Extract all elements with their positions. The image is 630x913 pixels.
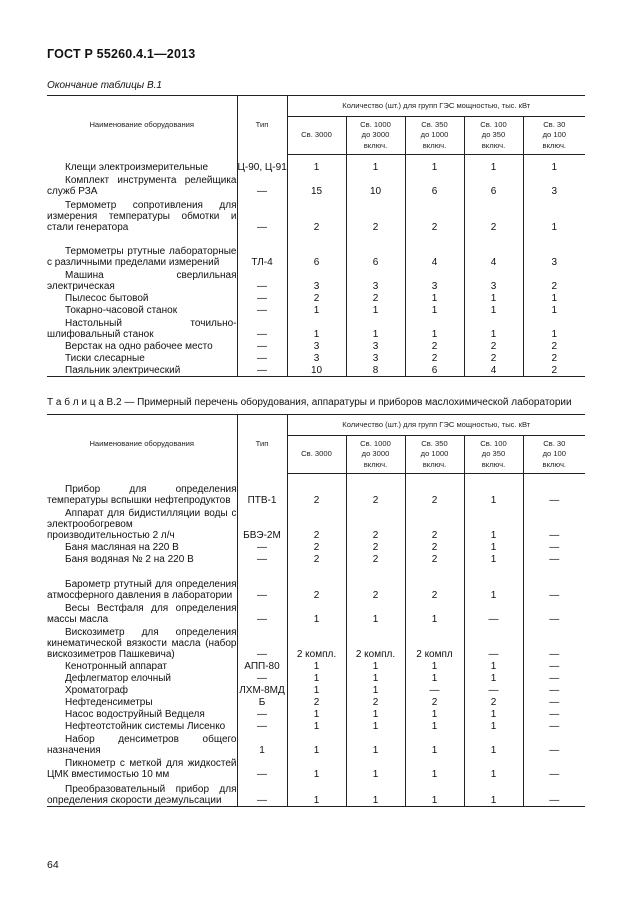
quantity-cell: 1 [287, 780, 346, 806]
equipment-type: Б [237, 696, 287, 708]
equipment-name-text: Баня масляная на 220 В [65, 542, 179, 553]
table-row [47, 352, 585, 364]
quantity-cell: 1 [346, 161, 405, 173]
equipment-type: — [237, 352, 287, 364]
quantity-cell: — [549, 530, 560, 541]
equipment-name [47, 173, 237, 197]
equipment-type: 1 [237, 732, 287, 756]
quantity-cell: 2 [405, 480, 464, 506]
quantity-cell: 2 компл. [287, 625, 346, 660]
equipment-name-text: Пылесос бытовой [65, 293, 149, 304]
equipment-type: — [237, 780, 287, 806]
quantity-cell: 1 [287, 756, 346, 780]
equipment-type: — [237, 553, 287, 565]
table-row [47, 292, 585, 304]
table-row [47, 720, 585, 732]
quantity-cell: 8 [346, 364, 405, 376]
equipment-type: — [237, 625, 287, 660]
quantity-cell: 1 [551, 329, 558, 340]
table-row [47, 780, 585, 806]
equipment-table-b2 [47, 414, 585, 807]
quantity-cell: 1 [287, 720, 346, 732]
quantity-cell: 4 [464, 364, 523, 376]
quantity-cell: 2 [464, 340, 523, 352]
table-row [47, 696, 585, 708]
quantity-cell: 6 [405, 173, 464, 197]
quantity-cell: 1 [464, 565, 523, 601]
equipment-type: — [237, 541, 287, 553]
table-row [47, 553, 585, 565]
quantity-cell: 3 [287, 268, 346, 292]
table-row [47, 601, 585, 625]
header-capacity-line: Св. 3000 [301, 449, 332, 459]
quantity-cell: 6 [346, 233, 405, 268]
quantity-cell: 2 [287, 553, 346, 565]
document-title: ГОСТ Р 55260.4.1—2013 [47, 47, 196, 61]
quantity-cell: 1 [346, 720, 405, 732]
table-row [47, 340, 585, 352]
quantity-cell: 2 [287, 480, 346, 506]
table-row [47, 541, 585, 553]
quantity-cell: 2 [551, 281, 558, 292]
equipment-type: — [237, 672, 287, 684]
quantity-cell: 2 [287, 506, 346, 541]
equipment-type: — [237, 708, 287, 720]
quantity-cell: 1 [287, 316, 346, 340]
quantity-cell: 1 [551, 162, 558, 173]
equipment-name [47, 364, 237, 376]
quantity-cell: 2 [405, 352, 464, 364]
equipment-name [47, 316, 237, 340]
quantity-cell: 2 [346, 480, 405, 506]
quantity-cell: 1 [287, 708, 346, 720]
equipment-name-text: Весы Вестфаля для определения массы масла [47, 603, 237, 625]
table-row [47, 565, 585, 601]
equipment-name [47, 161, 237, 173]
table-row [47, 480, 585, 506]
equipment-name-text: Машина сверлильная электрическая [47, 270, 237, 292]
equipment-name [47, 756, 237, 780]
quantity-cell: 1 [287, 732, 346, 756]
quantity-cell: 2 [464, 696, 523, 708]
equipment-name-text: Барометр ртутный для определения атмосферного давления в лаборатории [47, 579, 237, 601]
equipment-name [47, 352, 237, 364]
equipment-name-text: Вискозиметр для определения кинематической вязкости масла (набор вискозиметров Пашкевича) [47, 627, 237, 660]
header-quantity-group: Количество (шт.) для групп ГЭС мощностью, тыс. кВт [287, 96, 585, 117]
quantity-cell: 2 компл [405, 625, 464, 660]
table-row [47, 506, 585, 541]
quantity-cell: 1 [287, 672, 346, 684]
quantity-cell: — [464, 601, 523, 625]
equipment-name [47, 292, 237, 304]
quantity-cell: 1 [464, 672, 523, 684]
equipment-name [47, 720, 237, 732]
equipment-type: — [237, 601, 287, 625]
equipment-name [47, 672, 237, 684]
quantity-cell: 1 [346, 660, 405, 672]
header-capacity-col-2 [346, 117, 405, 155]
equipment-name-text: Паяльник электрический [65, 364, 181, 376]
equipment-name-text: Хроматограф [65, 685, 129, 696]
quantity-cell: 1 [346, 732, 405, 756]
header-capacity-line: Св. 100 [480, 438, 507, 448]
equipment-type: БВЭ-2М [237, 506, 287, 541]
quantity-cell: 1 [405, 708, 464, 720]
quantity-cell: 3 [346, 268, 405, 292]
quantity-cell: — [464, 625, 523, 660]
quantity-cell: 2 [405, 541, 464, 553]
quantity-cell: 15 [287, 173, 346, 197]
header-quantity-group: Количество (шт.) для групп ГЭС мощностью, тыс. кВт [287, 415, 585, 436]
equipment-name-text: Настольный точильно-шлифовальный станок [47, 318, 237, 340]
equipment-name [47, 565, 237, 601]
equipment-name-text: Нефтеденсиметры [65, 697, 153, 708]
equipment-type: — [237, 304, 287, 316]
quantity-cell: — [549, 769, 560, 780]
equipment-type: ЛХМ-8МД [237, 684, 287, 696]
table-b2-caption: Т а б л и ц а В.2 — Примерный перечень оборудования, аппаратуры и приборов маслохимической лаборатории [47, 397, 572, 408]
header-type: Тип [237, 96, 287, 155]
equipment-type: Ц-90, Ц-91 [237, 162, 287, 173]
quantity-cell: 2 [287, 565, 346, 601]
quantity-cell: 2 [346, 565, 405, 601]
quantity-cell: 2 [346, 541, 405, 553]
header-capacity-col-5 [523, 117, 585, 155]
quantity-cell: 10 [287, 364, 346, 376]
equipment-name [47, 553, 237, 565]
quantity-cell: 2 [287, 197, 346, 233]
quantity-cell: 1 [346, 672, 405, 684]
table-b1-caption: Окончание таблицы В.1 [47, 80, 162, 91]
quantity-cell: 1 [405, 720, 464, 732]
quantity-cell: 6 [287, 233, 346, 268]
equipment-name-text: Баня водяная № 2 на 220 В [65, 554, 194, 565]
header-capacity-line: Св. 1000 [360, 119, 391, 129]
header-row [47, 415, 585, 436]
equipment-name-text: Пикнометр с меткой для жидкостей ЦМК вместимостью 10 мм [47, 758, 237, 780]
header-capacity-line: Св. 30 [543, 119, 566, 129]
header-capacity-line: до 3000 [361, 449, 390, 459]
quantity-cell: 3 [464, 268, 523, 292]
equipment-type: — [237, 340, 287, 352]
header-capacity-col-4 [464, 436, 523, 474]
header-capacity-line: включ. [422, 140, 447, 150]
quantity-cell: 2 [551, 353, 558, 364]
quantity-cell: — [549, 495, 560, 506]
quantity-cell: 2 [346, 197, 405, 233]
quantity-cell: 2 [287, 541, 346, 553]
equipment-name-text: Термометры ртутные лабораторные с различными пределами измерений [47, 246, 237, 268]
header-capacity-col-2 [346, 436, 405, 474]
equipment-name-text: Токарно-часовой станок [65, 305, 178, 316]
quantity-cell: 2 [346, 696, 405, 708]
equipment-name [47, 708, 237, 720]
quantity-cell: 1 [551, 222, 558, 233]
quantity-cell: 1 [405, 756, 464, 780]
quantity-cell: 1 [405, 601, 464, 625]
table-row [47, 316, 585, 340]
quantity-cell: — [549, 697, 560, 708]
header-capacity-line: до 350 [481, 449, 506, 459]
quantity-cell: 2 [346, 292, 405, 304]
equipment-name [47, 268, 237, 292]
header-capacity-line: до 100 [542, 130, 566, 140]
header-capacity-line: до 350 [481, 130, 506, 140]
equipment-name [47, 233, 237, 268]
quantity-cell: 2 [405, 696, 464, 708]
header-capacity-line: включ. [481, 140, 506, 150]
equipment-name-text: Дефлегматор елочный [65, 673, 171, 684]
quantity-cell: 2 [287, 292, 346, 304]
quantity-cell: — [523, 780, 585, 806]
header-name: Наименование оборудования [47, 415, 237, 474]
equipment-type: — [237, 364, 287, 376]
quantity-cell: 3 [551, 186, 558, 197]
quantity-cell: 2 [287, 696, 346, 708]
quantity-cell: 1 [346, 708, 405, 720]
table-row [47, 173, 585, 197]
header-capacity-col-5 [523, 436, 585, 474]
quantity-cell: 2 [405, 565, 464, 601]
quantity-cell: 1 [464, 732, 523, 756]
quantity-cell: 2 [346, 506, 405, 541]
quantity-cell: 3 [551, 257, 558, 268]
quantity-cell: 2 [405, 506, 464, 541]
table-row [47, 364, 585, 376]
header-row [47, 96, 585, 117]
header-capacity-col-1 [287, 436, 346, 474]
equipment-name [47, 684, 237, 696]
header-capacity-line: до 1000 [420, 449, 449, 459]
quantity-cell: 1 [287, 684, 346, 696]
quantity-cell: 2 [405, 553, 464, 565]
header-capacity-line: Св. 100 [480, 119, 507, 129]
quantity-cell: 4 [464, 233, 523, 268]
header-capacity-line: включ. [481, 459, 506, 469]
quantity-cell: 1 [405, 316, 464, 340]
quantity-cell: 1 [405, 161, 464, 173]
equipment-name-text: Набор денсиметров общего назначения [47, 734, 237, 756]
quantity-cell: 3 [405, 268, 464, 292]
equipment-name-text: Насос водоструйный Ведцеля [65, 709, 205, 720]
quantity-cell: 1 [405, 304, 464, 316]
quantity-cell: 10 [346, 173, 405, 197]
quantity-cell: 1 [464, 780, 523, 806]
header-capacity-line: включ. [542, 459, 567, 469]
quantity-cell: 1 [346, 601, 405, 625]
header-capacity-line: Св. 1000 [360, 438, 391, 448]
quantity-cell: 1 [405, 672, 464, 684]
equipment-name-text: Комплект инструмента релейщика служб РЗА [47, 175, 237, 197]
quantity-cell: 6 [464, 173, 523, 197]
equipment-name [47, 304, 237, 316]
equipment-name-text: Прибор для определения температуры вспышки нефтепродуктов [47, 484, 237, 506]
equipment-name-text: Тиски слесарные [65, 353, 145, 364]
equipment-name [47, 625, 237, 660]
table-row [47, 756, 585, 780]
equipment-name-text: Клещи электроизмерительные [65, 162, 209, 173]
quantity-cell: 1 [346, 316, 405, 340]
header-capacity-line: включ. [363, 140, 388, 150]
quantity-cell: 1 [464, 316, 523, 340]
header-capacity-col-1 [287, 117, 346, 155]
equipment-table-b1 [47, 95, 585, 377]
header-type: Тип [237, 415, 287, 474]
quantity-cell: — [549, 614, 560, 625]
table-row [47, 708, 585, 720]
quantity-cell: — [549, 590, 560, 601]
quantity-cell: 2 [464, 197, 523, 233]
header-capacity-line: Св. 30 [543, 438, 566, 448]
quantity-cell: 1 [346, 304, 405, 316]
quantity-cell: — [549, 721, 560, 732]
quantity-cell: 1 [464, 506, 523, 541]
quantity-cell: 2 [523, 364, 585, 376]
equipment-type: — [237, 565, 287, 601]
quantity-cell: 3 [287, 340, 346, 352]
equipment-type: — [237, 173, 287, 197]
header-capacity-line: включ. [422, 459, 447, 469]
quantity-cell: 1 [287, 304, 346, 316]
quantity-cell: 1 [464, 161, 523, 173]
quantity-cell: 1 [464, 553, 523, 565]
quantity-cell: — [464, 684, 523, 696]
quantity-cell: 2 [405, 197, 464, 233]
quantity-cell: 1 [464, 756, 523, 780]
quantity-cell: 1 [464, 480, 523, 506]
equipment-name [47, 601, 237, 625]
quantity-cell: 2 компл. [346, 625, 405, 660]
quantity-cell: — [549, 709, 560, 720]
quantity-cell: 3 [346, 352, 405, 364]
quantity-cell: — [549, 673, 560, 684]
header-name: Наименование оборудования [47, 96, 237, 155]
equipment-name [47, 340, 237, 352]
quantity-cell: 2 [346, 553, 405, 565]
equipment-name [47, 506, 237, 541]
header-capacity-line: включ. [363, 459, 388, 469]
equipment-name [47, 696, 237, 708]
quantity-cell: 6 [405, 364, 464, 376]
equipment-name-text: Аппарат для бидистилляции воды с электрообогревом производительностью 2 л/ч [47, 508, 237, 541]
quantity-cell: 1 [287, 601, 346, 625]
page-number: 64 [47, 859, 59, 871]
equipment-name [47, 541, 237, 553]
quantity-cell: 1 [346, 756, 405, 780]
quantity-cell: 1 [464, 292, 523, 304]
quantity-cell: 2 [551, 341, 558, 352]
quantity-cell: 2 [464, 352, 523, 364]
equipment-name [47, 732, 237, 756]
equipment-type: — [237, 720, 287, 732]
quantity-cell: — [549, 649, 560, 660]
equipment-type: АПП-80 [237, 660, 287, 672]
equipment-type: ПТВ-1 [237, 480, 287, 506]
header-capacity-line: Св. 350 [421, 438, 448, 448]
quantity-cell: 1 [464, 660, 523, 672]
header-capacity-line: до 1000 [420, 130, 449, 140]
table-row [47, 233, 585, 268]
quantity-cell: 1 [405, 780, 464, 806]
quantity-cell: — [549, 685, 560, 696]
equipment-name-text: Кенотронный аппарат [65, 661, 167, 672]
table-row [47, 625, 585, 660]
quantity-cell: 1 [464, 541, 523, 553]
quantity-cell: 1 [346, 780, 405, 806]
quantity-cell: — [549, 661, 560, 672]
equipment-name-text: Верстак на одно рабочее место [65, 341, 213, 352]
header-capacity-line: Св. 350 [421, 119, 448, 129]
quantity-cell: 1 [405, 732, 464, 756]
quantity-cell: 1 [287, 161, 346, 173]
equipment-type: — [237, 197, 287, 233]
table-row [47, 672, 585, 684]
quantity-cell: 1 [464, 304, 523, 316]
table-row [47, 684, 585, 696]
quantity-cell: 3 [287, 352, 346, 364]
equipment-name-text: Нефтеотстойник системы Лисенко [65, 721, 226, 732]
header-capacity-col-3 [405, 117, 464, 155]
quantity-cell: — [405, 684, 464, 696]
quantity-cell: 1 [405, 292, 464, 304]
quantity-cell: 1 [551, 293, 558, 304]
table-row [47, 197, 585, 233]
quantity-cell: 3 [346, 340, 405, 352]
equipment-name [47, 660, 237, 672]
header-capacity-line: до 3000 [361, 130, 390, 140]
quantity-cell: 1 [346, 684, 405, 696]
equipment-name [47, 480, 237, 506]
quantity-cell: 1 [464, 708, 523, 720]
equipment-type: — [237, 756, 287, 780]
quantity-cell: 2 [405, 340, 464, 352]
header-capacity-line: включ. [542, 140, 567, 150]
header-capacity-col-3 [405, 436, 464, 474]
equipment-name [47, 197, 237, 233]
header-capacity-line: Св. 3000 [301, 130, 332, 140]
equipment-type: — [237, 316, 287, 340]
quantity-cell: — [549, 745, 560, 756]
equipment-type: ТЛ-4 [237, 233, 287, 268]
table-row [47, 304, 585, 316]
table-row [47, 660, 585, 672]
equipment-name [47, 780, 237, 806]
equipment-type: — [237, 292, 287, 304]
quantity-cell: 1 [551, 305, 558, 316]
quantity-cell: 4 [405, 233, 464, 268]
equipment-name-text: Преобразовательный прибор для определения скорости деэмульсации [47, 783, 237, 806]
table-row [47, 268, 585, 292]
quantity-cell: 1 [287, 660, 346, 672]
equipment-name-text: Термометр сопротивления для измерения температуры обмотки и стали генератора [47, 200, 237, 233]
quantity-cell: — [549, 554, 560, 565]
table-row [47, 732, 585, 756]
quantity-cell: 1 [464, 720, 523, 732]
header-capacity-col-4 [464, 117, 523, 155]
quantity-cell: — [549, 542, 560, 553]
header-capacity-line: до 100 [542, 449, 566, 459]
equipment-type: — [237, 268, 287, 292]
table-row [47, 161, 585, 173]
quantity-cell: 1 [405, 660, 464, 672]
